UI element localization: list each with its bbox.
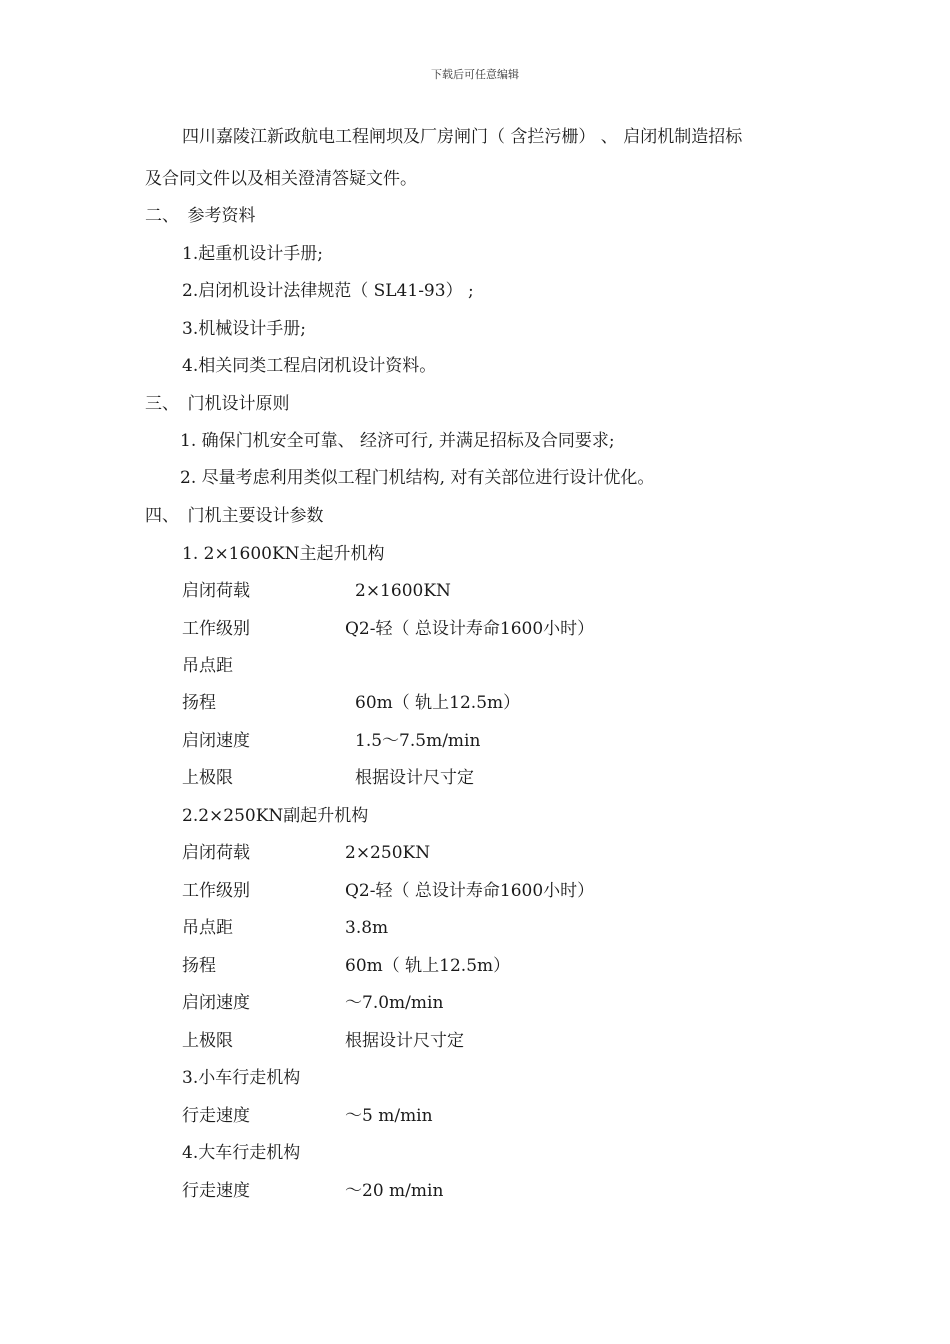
param-value: 根据设计尺寸定 xyxy=(355,768,474,788)
param-value: 60m（ 轨上12.5m） xyxy=(345,956,511,976)
section-2-item: 2.启闭机设计法律规范（ SL41-93） ; xyxy=(182,281,474,301)
param-label: 启闭荷载 xyxy=(182,581,250,601)
param-value: ～20 m/min xyxy=(345,1181,444,1201)
crane-title: 4.大车行走机构 xyxy=(182,1143,301,1163)
param-value: 3.8m xyxy=(345,918,389,938)
section-3-item: 2. 尽量考虑利用类似工程门机结构, 对有关部位进行设计优化。 xyxy=(180,468,655,488)
section-3-item: 1. 确保门机安全可靠、 经济可行, 并满足招标及合同要求; xyxy=(180,431,615,451)
param-label: 启闭荷载 xyxy=(182,843,250,863)
param-label: 扬程 xyxy=(182,693,216,713)
param-value: ～7.0m/min xyxy=(345,993,444,1013)
param-value: 2×250KN xyxy=(345,843,431,863)
param-value: ～5 m/min xyxy=(345,1106,433,1126)
param-value: 2×1600KN xyxy=(355,581,451,601)
param-label: 上极限 xyxy=(182,768,233,788)
section-2-title: 二、 参考资料 xyxy=(145,206,256,226)
section-2-item: 3.机械设计手册; xyxy=(182,319,306,339)
section-2-item: 1.起重机设计手册; xyxy=(182,244,323,264)
aux-hoist-title: 2.2×250KN副起升机构 xyxy=(182,806,369,826)
trolley-title: 3.小车行走机构 xyxy=(182,1068,301,1088)
param-label: 工作级别 xyxy=(182,619,250,639)
intro-line-1: 四川嘉陵江新政航电工程闸坝及厂房闸门（ 含拦污栅） 、 启闭机制造招标 xyxy=(182,127,743,147)
intro-line-2: 及合同文件以及相关澄清答疑文件。 xyxy=(145,169,417,189)
param-value: 1.5～7.5m/min xyxy=(355,731,481,751)
param-label: 吊点距 xyxy=(182,656,233,676)
param-value: Q2-轻（ 总设计寿命1600小时） xyxy=(345,881,595,901)
param-label: 行走速度 xyxy=(182,1106,250,1126)
param-label: 工作级别 xyxy=(182,881,250,901)
page-header: 下载后可任意编辑 xyxy=(431,68,519,81)
param-label: 上极限 xyxy=(182,1031,233,1051)
param-label: 吊点距 xyxy=(182,918,233,938)
main-hoist-title: 1. 2×1600KN主起升机构 xyxy=(182,544,385,564)
section-4-title: 四、 门机主要设计参数 xyxy=(145,506,324,526)
param-value: 60m（ 轨上12.5m） xyxy=(355,693,521,713)
param-value: 根据设计尺寸定 xyxy=(345,1031,464,1051)
param-label: 启闭速度 xyxy=(182,731,250,751)
param-label: 行走速度 xyxy=(182,1181,250,1201)
param-value: Q2-轻（ 总设计寿命1600小时） xyxy=(345,619,595,639)
section-2-item: 4.相关同类工程启闭机设计资料。 xyxy=(182,356,437,376)
param-label: 启闭速度 xyxy=(182,993,250,1013)
param-label: 扬程 xyxy=(182,956,216,976)
section-3-title: 三、 门机设计原则 xyxy=(145,394,290,414)
